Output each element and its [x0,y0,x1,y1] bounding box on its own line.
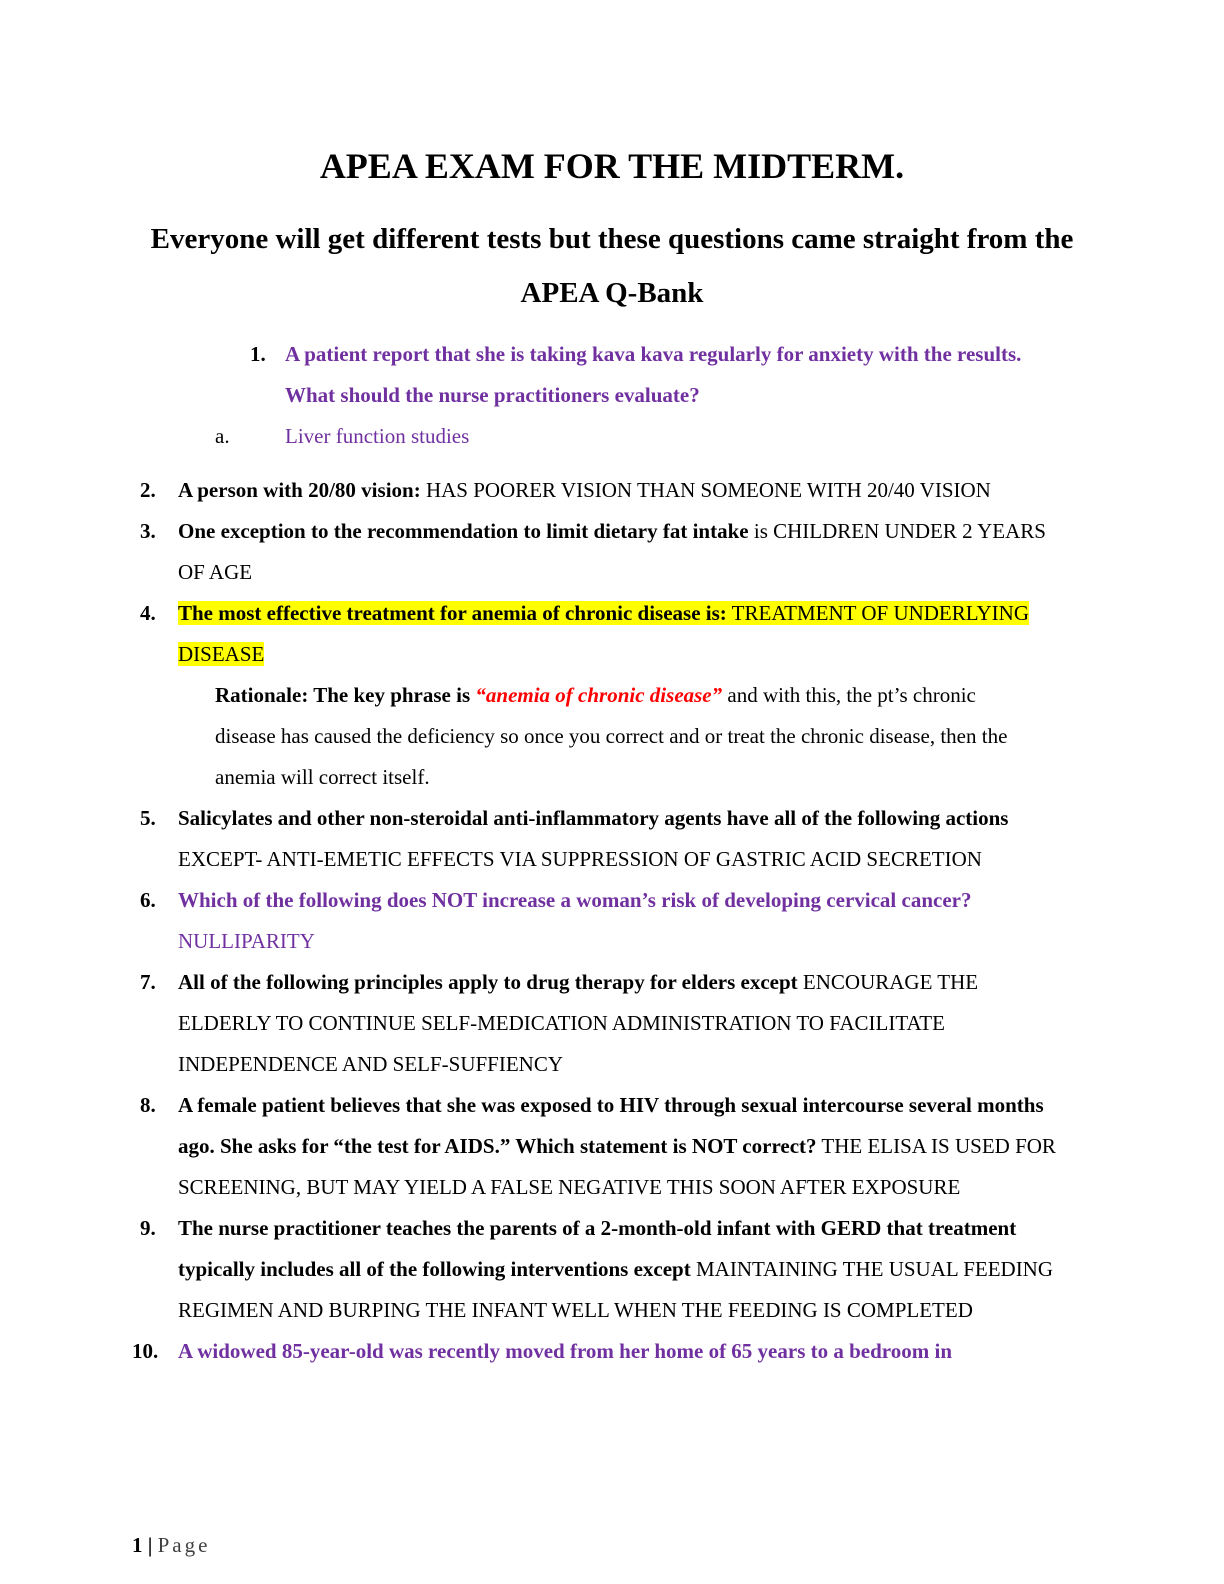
answer-text: ENCOURAGE THE ELDERLY TO CONTINUE SELF-MEDICATION ADMINISTRATION TO FACILITATE INDEPENDENCE AND SELF-SUFFIENCY [178,970,979,1076]
rationale-key-phrase: “anemia of chronic disease” [475,683,723,707]
rationale [215,675,1035,798]
page-title: APEA EXAM FOR THE MIDTERM. [319,146,905,186]
answer-text: EXCEPT- ANTI-EMETIC EFFECTS VIA SUPPRESSION OF GASTRIC ACID SECRETION [178,847,982,871]
question-text: The most effective treatment for anemia of chronic disease is: [178,601,727,625]
answer-text: NULLIPARITY [178,929,315,953]
page-number: 1 [132,1533,143,1557]
question-text: All of the following principles apply to drug therapy for elders except [178,970,798,994]
page-separator: | [142,1533,158,1557]
question-list [132,470,1070,1372]
question-8 [140,1085,1070,1208]
question-number: 9. [140,1216,156,1240]
question-number: 1. [250,342,266,366]
question-text: Which of the following does NOT increase a woman’s risk of developing cervical cancer? [178,888,972,912]
question-text: A person with 20/80 vision: [178,478,421,502]
question-text: Salicylates and other non-steroidal anti-inflammatory agents have all of the following actions [178,806,1009,830]
question-number: 2. [140,478,156,502]
question-text: The nurse practitioner teaches the parents of a 2-month-old infant with GERD that treatment typically includes all of the following interventions except [178,1216,1017,1281]
question-5 [140,798,1070,880]
question-7 [140,962,1070,1085]
question-number: 5. [140,806,156,830]
page-label: Page [157,1533,211,1557]
question-1 [250,334,1050,416]
answer-text: MAINTAINING THE USUAL FEEDING REGIMEN AND BURPING THE INFANT WELL WHEN THE FEEDING IS COMPLETED [178,1257,1054,1322]
page-footer [132,1530,210,1560]
question-text: One exception to the recommendation to limit dietary fat intake [178,519,749,543]
question-text: A widowed 85-year-old was recently moved from her home of 65 years to a bedroom in [178,1339,952,1363]
question-number: 6. [140,888,156,912]
question-6 [140,880,1070,962]
question-number: 4. [140,601,156,625]
question-text: A female patient believes that she was exposed to HIV through sexual intercourse several months ago. She asks for “the test for AIDS.” Which statement is NOT correct? [178,1093,1044,1158]
answer-text: TREATMENT OF UNDERLYING DISEASE [178,601,1029,666]
question-number: 8. [140,1093,156,1117]
question-3 [140,511,1070,593]
page-subtitle: Everyone will get different tests but these questions came straight from the APEA Q-Bank [150,223,1074,309]
question-4 [140,593,1070,675]
question-2 [140,470,1070,511]
question-number: 3. [140,519,156,543]
option-text: Liver function studies [285,424,470,448]
question-number: 7. [140,970,156,994]
answer-text: THE ELISA IS USED FOR SCREENING, BUT MAY YIELD A FALSE NEGATIVE THIS SOON AFTER EXPOSURE [178,1134,1056,1199]
answer-text: HAS POORER VISION THAN SOMEONE WITH 20/40 VISION [420,478,991,502]
rationale-label: Rationale: The key phrase is [215,683,476,707]
question-10 [132,1331,1070,1372]
answer-text: is CHILDREN UNDER 2 YEARS OF AGE [178,519,1046,584]
rationale-text: and with this, the pt’s chronic disease has caused the deficiency so once you correct and or treat the chronic disease, then the anemia will correct itself. [215,683,1008,789]
question-number: 10. [132,1339,159,1363]
option-letter: a. [215,424,230,448]
question-text: A patient report that she is taking kava kava regularly for anxiety with the results. What should the nurse practitioners evaluate? [285,342,1022,407]
question-9 [140,1208,1070,1331]
